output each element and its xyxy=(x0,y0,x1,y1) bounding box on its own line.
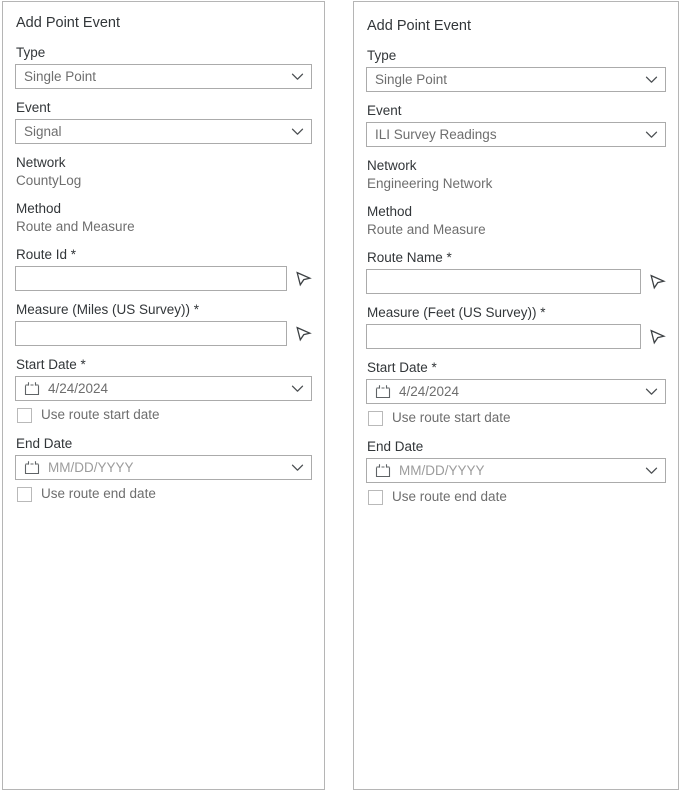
route-id-label: Route Id * xyxy=(16,247,77,262)
type-dropdown[interactable] xyxy=(15,64,312,89)
checkbox-unchecked-icon[interactable] xyxy=(17,487,32,502)
chevron-down-icon xyxy=(291,385,304,393)
event-label: Event xyxy=(16,100,51,115)
use-route-start-date-label: Use route start date xyxy=(392,410,511,425)
pane-title: Add Point Event xyxy=(367,18,471,34)
calendar-icon xyxy=(24,381,40,397)
method-field xyxy=(15,201,312,235)
chevron-down-icon xyxy=(291,128,304,136)
map-pointer-icon[interactable] xyxy=(295,325,312,342)
route-name-row xyxy=(366,269,666,294)
chevron-down-icon xyxy=(645,388,658,396)
use-route-start-date-checkbox-row[interactable] xyxy=(368,410,666,426)
route-name-label: Route Name * xyxy=(367,250,452,265)
checkbox-unchecked-icon[interactable] xyxy=(17,408,32,423)
measure-row xyxy=(366,324,666,349)
type-dropdown-value: Single Point xyxy=(375,72,448,87)
map-pointer-icon[interactable] xyxy=(295,270,312,287)
use-route-end-date-checkbox-row[interactable] xyxy=(17,486,312,502)
use-route-start-date-checkbox-row[interactable] xyxy=(17,407,312,423)
start-date-label: Start Date * xyxy=(367,360,437,375)
end-date-placeholder: MM/DD/YYYY xyxy=(399,463,485,478)
start-date-value: 4/24/2024 xyxy=(399,384,460,399)
method-value: Route and Measure xyxy=(16,219,135,234)
add-point-event-pane-right xyxy=(353,1,679,790)
event-dropdown[interactable] xyxy=(15,119,312,144)
map-pointer-icon[interactable] xyxy=(649,328,666,345)
calendar-icon xyxy=(24,460,40,476)
measure-label: Measure (Feet (US Survey)) * xyxy=(367,305,546,320)
chevron-down-icon xyxy=(645,131,658,139)
route-id-row xyxy=(15,266,312,291)
checkbox-unchecked-icon[interactable] xyxy=(368,490,383,505)
method-label: Method xyxy=(16,201,62,216)
network-value: CountyLog xyxy=(16,173,82,188)
event-dropdown-value: ILI Survey Readings xyxy=(375,127,497,142)
add-point-event-pane-left xyxy=(2,1,325,790)
end-date-picker[interactable] xyxy=(366,458,666,483)
method-label: Method xyxy=(367,204,413,219)
use-route-start-date-label: Use route start date xyxy=(41,407,160,422)
start-date-value: 4/24/2024 xyxy=(48,381,109,396)
calendar-icon xyxy=(375,463,391,479)
chevron-down-icon xyxy=(291,73,304,81)
route-id-input[interactable] xyxy=(15,266,287,291)
type-dropdown[interactable] xyxy=(366,67,666,92)
checkbox-unchecked-icon[interactable] xyxy=(368,411,383,426)
measure-row xyxy=(15,321,312,346)
measure-input[interactable] xyxy=(15,321,287,346)
measure-input[interactable] xyxy=(366,324,641,349)
chevron-down-icon xyxy=(291,464,304,472)
route-name-input[interactable] xyxy=(366,269,641,294)
chevron-down-icon xyxy=(645,467,658,475)
network-label: Network xyxy=(16,155,66,170)
network-field xyxy=(366,158,666,192)
network-value: Engineering Network xyxy=(367,176,493,191)
end-date-label: End Date xyxy=(16,436,73,451)
use-route-end-date-checkbox-row[interactable] xyxy=(368,489,666,505)
method-field xyxy=(366,204,666,238)
use-route-end-date-label: Use route end date xyxy=(392,489,507,504)
type-label: Type xyxy=(16,45,46,60)
map-pointer-icon[interactable] xyxy=(649,273,666,290)
start-date-label: Start Date * xyxy=(16,357,86,372)
network-label: Network xyxy=(367,158,417,173)
end-date-label: End Date xyxy=(367,439,424,454)
measure-label: Measure (Miles (US Survey)) * xyxy=(16,302,200,317)
type-label: Type xyxy=(367,48,397,63)
start-date-picker[interactable] xyxy=(366,379,666,404)
start-date-picker[interactable] xyxy=(15,376,312,401)
type-dropdown-value: Single Point xyxy=(24,69,97,84)
use-route-end-date-label: Use route end date xyxy=(41,486,156,501)
event-label: Event xyxy=(367,103,402,118)
end-date-picker[interactable] xyxy=(15,455,312,480)
calendar-icon xyxy=(375,384,391,400)
end-date-placeholder: MM/DD/YYYY xyxy=(48,460,134,475)
event-dropdown-value: Signal xyxy=(24,124,62,139)
event-dropdown[interactable] xyxy=(366,122,666,147)
pane-title: Add Point Event xyxy=(16,15,120,31)
network-field xyxy=(15,155,312,189)
chevron-down-icon xyxy=(645,76,658,84)
method-value: Route and Measure xyxy=(367,222,486,237)
